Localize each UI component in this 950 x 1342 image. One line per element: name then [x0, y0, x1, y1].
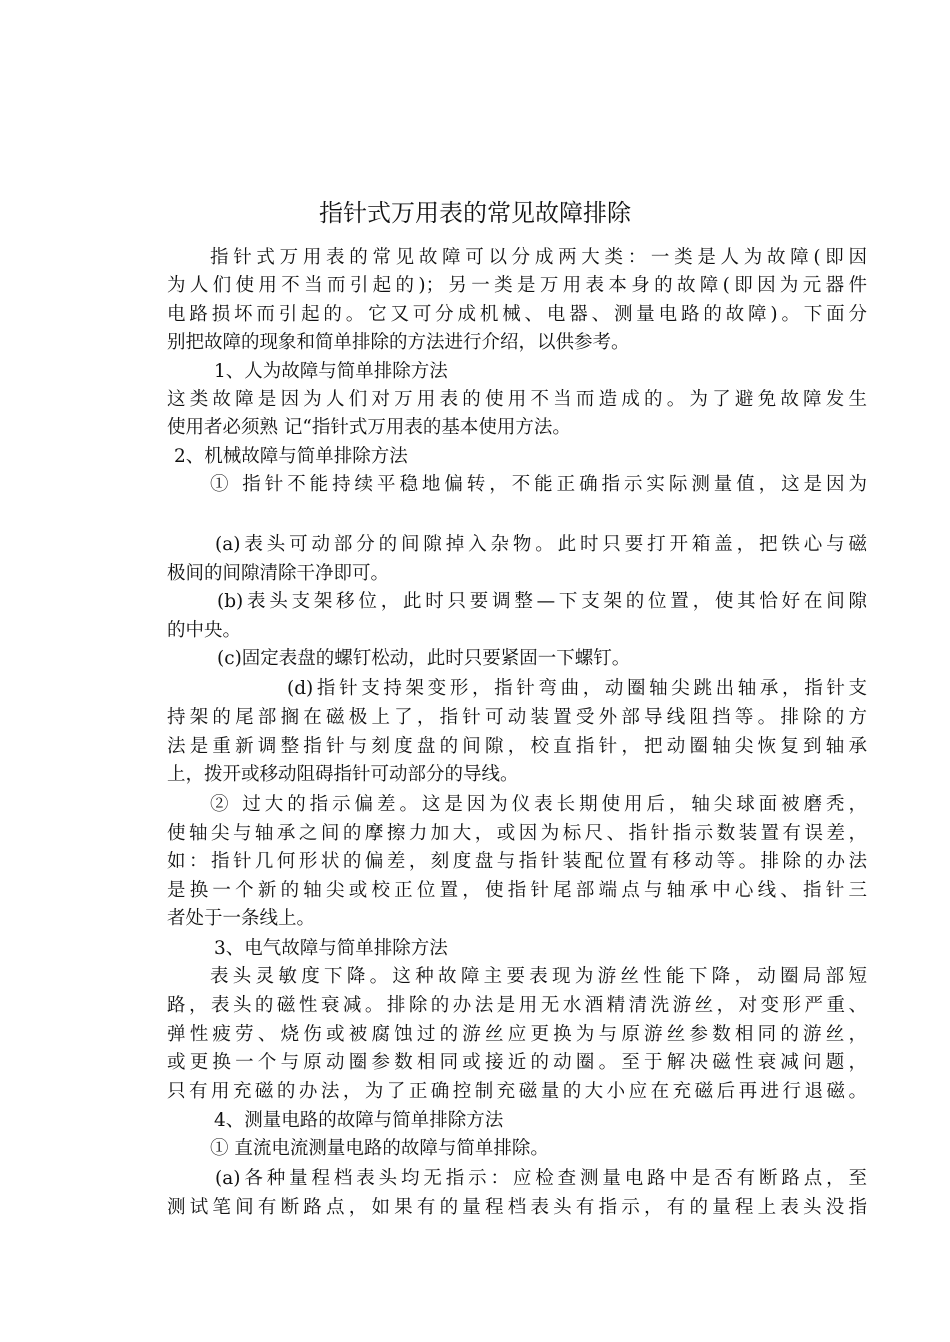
text-line: 法是重新调整指针与刻度盘的间隙，校直指针，把动圈轴尖恢复到轴承	[167, 736, 867, 757]
text-line: (a)各种量程档表头均无指示：应检查测量电路中是否有断路点，至	[215, 1168, 867, 1189]
text-line: 是换一个新的轴尖或校正位置，使指针尾部端点与轴承中心线、指针三	[167, 880, 867, 901]
text-line: 的中央。	[167, 620, 242, 641]
text-line: 只有用充磁的办法，为了正确控制充磁量的大小应在充磁后再进行退磁。	[167, 1081, 867, 1102]
text-line: 极间的间隙清除干净即可。	[167, 563, 390, 584]
text-line: 3、电气故障与简单排除方法	[214, 938, 448, 959]
document-title: 指针式万用表的常见故障排除	[319, 199, 631, 227]
text-line: 使轴尖与轴承之间的摩擦力加大，或因为标尺、指针指示数装置有误差，	[167, 823, 867, 844]
text-line: 测试笔间有断路点，如果有的量程档表头有指示，有的量程上表头没指	[167, 1197, 867, 1218]
text-line: (a)表头可动部分的间隙掉入杂物。此时只要打开箱盖，把铁心与磁	[215, 534, 867, 555]
text-line: (d)指针支持架变形，指针弯曲，动圈轴尖跳出轴承，指针支	[287, 678, 867, 699]
text-line: (c)固定表盘的螺钉松动，此时只要紧固一下螺钉。	[217, 648, 631, 669]
text-line: 使用者必须熟 记“指针式万用表的基本使用方法。	[167, 417, 571, 438]
text-line: 路，表头的磁性衰减。排除的办法是用无水酒精清洗游丝，对变形严重、	[167, 995, 867, 1016]
text-line: (b)表头支架移位，此时只要调整—下支架的位置，使其恰好在间隙	[217, 591, 867, 612]
text-line: 别把故障的现象和简单排除的方法进行介绍，以供参考。	[167, 332, 630, 353]
text-line: 弹性疲劳、烧伤或被腐蚀过的游丝应更换为与原游丝参数相同的游丝，	[167, 1024, 867, 1045]
text-line: ② 过大的指示偏差。这是因为仪表长期使用后，轴尖球面被磨秃，	[210, 794, 867, 815]
text-line: 持架的尾部搁在磁极上了，指针可动装置受外部导线阻挡等。排除的方	[167, 707, 867, 728]
text-line: 者处于一条线上。	[167, 908, 316, 929]
text-line: 上，拨开或移动阻碍指针可动部分的导线。	[167, 764, 519, 785]
text-line: 电路损坏而引起的。它又可分成机械、电器、测量电路的故障)。下面分	[167, 304, 867, 325]
text-line: 表头灵敏度下降。这种故障主要表现为游丝性能下降，动圈局部短	[210, 966, 867, 987]
text-line: ① 指针不能持续平稳地偏转，不能正确指示实际测量值，这是因为	[210, 474, 867, 495]
text-line: 这类故障是因为人们对万用表的使用不当而造成的。为了避免故障发生	[167, 389, 867, 410]
text-line: 2、机械故障与简单排除方法	[174, 446, 408, 467]
text-line: 指针式万用表的常见故障可以分成两大类：一类是人为故障(即因	[210, 247, 867, 268]
text-line: 或更换一个与原动圈参数相同或接近的动圈。至于解决磁性衰减问题，	[167, 1052, 867, 1073]
text-line: 4、测量电路的故障与简单排除方法	[214, 1110, 504, 1131]
text-line: 如：指针几何形状的偏差，刻度盘与指针装配位置有移动等。排除的办法	[167, 851, 867, 872]
text-line: 为人们使用不当而引起的)；另一类是万用表本身的故障(即因为元器件	[167, 275, 867, 296]
text-line: ① 直流电流测量电路的故障与简单排除。	[210, 1138, 549, 1159]
text-line: 1、人为故障与简单排除方法	[214, 361, 448, 382]
